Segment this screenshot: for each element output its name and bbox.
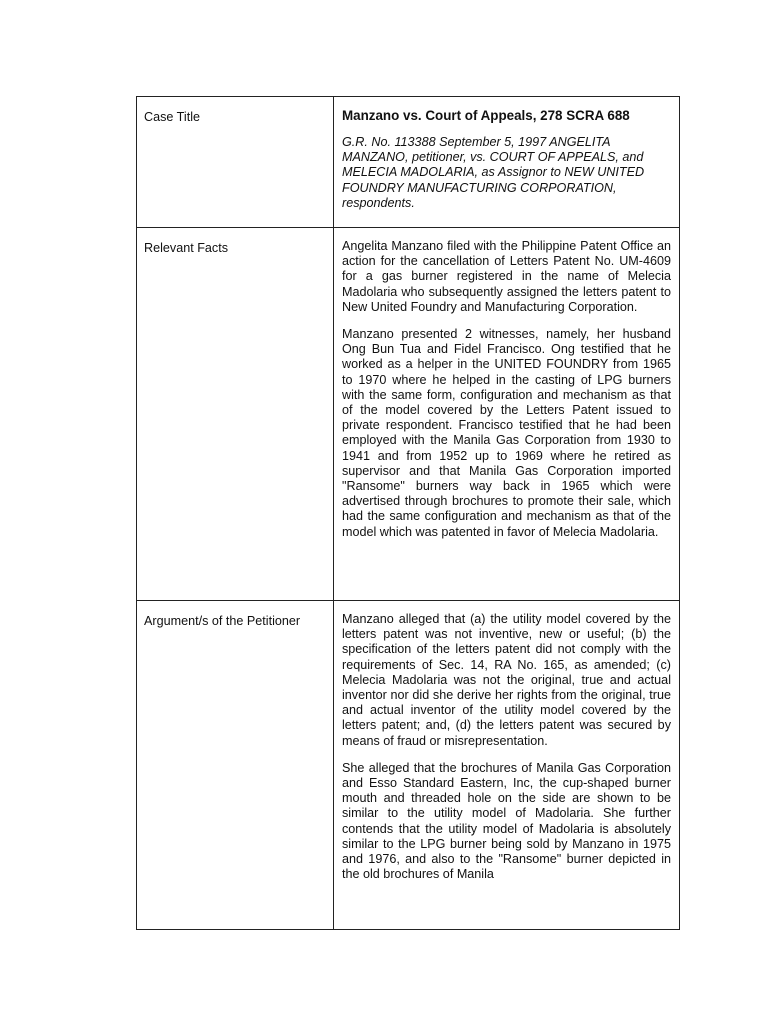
case-title-text: Manzano vs. Court of Appeals, 278 SCRA 688: [342, 108, 630, 123]
label-cell: [137, 97, 334, 228]
table-row-relevant-facts: [137, 228, 680, 601]
row-label: Relevant Facts: [144, 241, 228, 255]
argument-paragraph: Manzano alleged that (a) the utility model covered by the letters patent was not inventive, new or useful; (b) the specification of the letters patent did not comply with the requirements of Sec. 14, RA No. 165, as amended; (c) Melecia Madolaria was not the original, true and actual inventor nor did she derive her rights from the original, true and actual inventor of the utility model covered by the letters patent; and, (d) the letters patent was secured by means of fraud or misrepresentation.: [342, 612, 671, 748]
case-citation-text: G.R. No. 113388 September 5, 1997 ANGELITA MANZANO, petitioner, vs. COURT OF APPEALS, and MELECIA MADOLARIA, as Assignor to NEW UNITED FOUNDRY MANUFACTURING CORPORATION, respondents.: [342, 135, 645, 210]
label-cell: [137, 601, 334, 930]
table-row-case-title: [137, 97, 680, 228]
facts-paragraph: Manzano presented 2 witnesses, namely, her husband Ong Bun Tua and Fidel Francisco. Ong testified that he worked as a helper in the UNITED FOUNDRY from 1965 to 1970 where he helped in the casting of LPG burners with the same form, configuration and mechanism as that of the model covered by the Letters Patent issued to private respondent. Francisco testified that he had been employed with the Manila Gas Corporation from 1930 to 1941 and from 1952 up to 1969 where he retired as supervisor and that Manila Gas Corporation imported "Ransome" burners way back in 1965 which were advertised through brochures to promote their sale, which had the same configuration and mechanism as that of the model which was patented in favor of Melecia Madolaria.: [342, 327, 671, 539]
content-cell: [334, 601, 680, 930]
table-row-petitioner-arguments: [137, 601, 680, 930]
argument-paragraph: She alleged that the brochures of Manila Gas Corporation and Esso Standard Eastern, Inc, the cup-shaped burner mouth and threaded hole on the side are shown to be similar to the utility model of Madolaria. She further contends that the utility model of Madolaria is absolutely similar to the LPG burner being sold by Manzano in 1975 and 1976, and also to the "Ransome" burner depicted in the old brochures of Manila: [342, 760, 671, 882]
content-cell: [334, 228, 680, 601]
row-label: Case Title: [144, 110, 200, 124]
facts-paragraph: Angelita Manzano filed with the Philippine Patent Office an action for the cancellation of Letters Patent No. UM-4609 for a gas burner registered in the name of Melecia Madolaria who subsequently assigned the letters patent to New United Foundry and Manufacturing Corporation.: [342, 239, 671, 314]
row-label: Argument/s of the Petitioner: [144, 614, 301, 628]
content-cell: [334, 97, 680, 228]
label-cell: [137, 228, 334, 601]
case-digest-table: [136, 96, 680, 930]
